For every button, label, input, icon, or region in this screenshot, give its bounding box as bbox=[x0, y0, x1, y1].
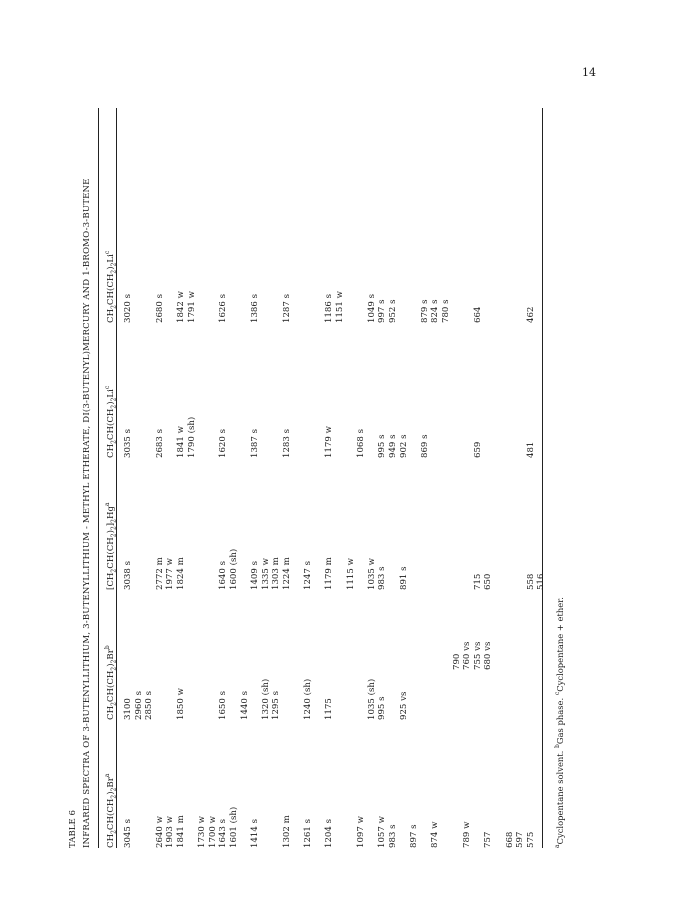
table-cell: 925 vs bbox=[398, 691, 409, 720]
table-cell: 3020 s bbox=[123, 293, 133, 323]
table-cell: 997 s bbox=[377, 299, 388, 323]
table-cell: 995 s bbox=[377, 434, 388, 458]
table-cell: 891 s bbox=[398, 566, 409, 590]
table-cell: 1115 w bbox=[345, 558, 356, 590]
table-label: TABLE 6 bbox=[68, 810, 78, 848]
table-cell: 1824 m bbox=[176, 557, 186, 590]
table-cell: 1841 w bbox=[176, 426, 186, 458]
table-cell: 668 bbox=[504, 831, 515, 848]
table-cell: 664 bbox=[472, 306, 483, 323]
table-cell: 1620 s bbox=[218, 428, 229, 458]
table-cell: 3035 s bbox=[123, 428, 133, 458]
column-header-2: $CH_2CH(CH_2)_2Br^b$ bbox=[104, 645, 118, 720]
table-cell: 1643 s bbox=[218, 818, 229, 848]
table-cell: 1790 (sh) bbox=[186, 416, 197, 458]
table-cell: 1240 (sh) bbox=[303, 678, 314, 720]
table-cell: 780 s bbox=[441, 299, 451, 323]
column-header-4: $[CH_2CH(CH_2)_2]_2Hg^a$ bbox=[104, 502, 118, 590]
table-cell: 1283 s bbox=[282, 428, 292, 458]
table-cell: 2850 s bbox=[144, 690, 155, 720]
table-cell: 1600 (sh) bbox=[229, 548, 239, 590]
table-cell: 897 s bbox=[409, 824, 420, 848]
table-cell: 3045 s bbox=[123, 818, 133, 848]
table-cell: 3100 bbox=[123, 698, 133, 720]
table-cell: 1204 s bbox=[324, 818, 335, 848]
footnote-c: Cyclopentane + ether. bbox=[554, 597, 565, 692]
table-cell: 597 bbox=[515, 831, 526, 848]
rotated-table bbox=[68, 108, 568, 848]
table-cell: 1049 s bbox=[366, 293, 377, 323]
table-cell: 1179 w bbox=[324, 426, 335, 458]
table-cell: 1850 w bbox=[176, 688, 186, 720]
table-cell: 2960 s bbox=[133, 690, 144, 720]
table-cell: 1261 s bbox=[303, 818, 314, 848]
table-cell: 2683 s bbox=[154, 428, 165, 458]
column-header-6: $CH_2CH(CH_2)_2Li^c$ bbox=[104, 250, 118, 323]
table-cell: 1151 w bbox=[335, 291, 345, 323]
table-cell: 1068 s bbox=[356, 428, 367, 458]
table-cell: 1303 m bbox=[271, 557, 282, 590]
table-cell: 1626 s bbox=[218, 293, 229, 323]
page-number: 14 bbox=[582, 66, 596, 79]
table-cell: 1903 w bbox=[165, 816, 176, 848]
table-cell: 1320 (sh) bbox=[260, 678, 271, 720]
table-cell: 659 bbox=[472, 441, 483, 458]
table-cell: 2772 m bbox=[154, 557, 165, 590]
table-cell: 983 s bbox=[377, 566, 388, 590]
table-cell: 575 bbox=[525, 831, 536, 848]
table-cell: 1730 w bbox=[197, 816, 208, 848]
table-cell: 1335 w bbox=[260, 558, 271, 590]
table-cell: 1601 (sh) bbox=[229, 806, 239, 848]
table-header-rule bbox=[116, 108, 117, 848]
table-cell: 949 s bbox=[388, 434, 398, 458]
table-footnote: $^a$Cyclopentane solvent. $^b$Gas phase. $^c$Cyclopentane + ether. bbox=[554, 597, 565, 848]
table-cell: 824 s bbox=[430, 299, 441, 323]
footnote-b: Gas phase. bbox=[554, 697, 565, 745]
table-cell: 952 s bbox=[388, 299, 398, 323]
table-cell: 1977 w bbox=[165, 558, 176, 590]
table-cell: 757 bbox=[483, 831, 494, 848]
table-cell: 1700 w bbox=[207, 816, 218, 848]
table-cell: 1440 s bbox=[239, 690, 250, 720]
footnote-a: Cyclopentane solvent. bbox=[554, 750, 565, 845]
table-cell: 1650 s bbox=[218, 690, 229, 720]
table-cell: 1791 w bbox=[186, 291, 197, 323]
table-title: INFRARED SPECTRA OF 3-BUTENYLLITHIUM, 3-BUTENYLLITHIUM - METHYL ETHERATE, DI(3-BUTENYL)MERCURY AND 1-BROMO-3-BUTENE bbox=[82, 178, 92, 848]
table-bottom-rule bbox=[542, 108, 543, 848]
table-cell: 1414 s bbox=[250, 818, 261, 848]
table-cell: 3038 s bbox=[123, 560, 133, 590]
table-cell: 869 s bbox=[419, 434, 430, 458]
table-cell: 902 s bbox=[398, 434, 409, 458]
table-cell: 1247 s bbox=[303, 560, 314, 590]
table-cell: 481 bbox=[525, 441, 536, 458]
table-cell: 879 s bbox=[419, 299, 430, 323]
table-cell: 1035 (sh) bbox=[366, 678, 377, 720]
table-cell: 983 s bbox=[388, 824, 398, 848]
table-cell: 1097 w bbox=[356, 816, 367, 848]
table-cell: 558 bbox=[525, 573, 536, 590]
table-cell: 1287 s bbox=[282, 293, 292, 323]
table-cell: 1224 m bbox=[282, 557, 292, 590]
table-cell: 1035 w bbox=[366, 558, 377, 590]
table-cell: 715 bbox=[472, 573, 483, 590]
table-cell: 1387 s bbox=[250, 428, 261, 458]
table-cell: 1175 bbox=[324, 698, 335, 720]
table-cell: 790 bbox=[451, 653, 462, 670]
table-cell: 462 bbox=[525, 306, 536, 323]
table-cell: 516 bbox=[536, 573, 547, 590]
table-cell: 1295 s bbox=[271, 690, 282, 720]
table-cell: 1057 w bbox=[377, 816, 388, 848]
table-top-rule bbox=[98, 108, 99, 848]
table-cell: 1640 s bbox=[218, 560, 229, 590]
table-cell: 1302 m bbox=[282, 815, 292, 848]
table-cell: 1179 m bbox=[324, 557, 335, 590]
table-cell: 2680 s bbox=[154, 293, 165, 323]
table-cell: 1842 w bbox=[176, 291, 186, 323]
table-cell: 680 vs bbox=[483, 641, 494, 670]
column-header-5: $CH_2CH(CH_2)_2Li^c$ bbox=[104, 385, 118, 458]
table-cell: 789 w bbox=[462, 821, 473, 848]
column-header-1: $CH_2CH(CH_2)_2Br^a$ bbox=[104, 773, 118, 848]
table-cell: 874 w bbox=[430, 821, 441, 848]
table-cell: 650 bbox=[483, 573, 494, 590]
table-cell: 1409 s bbox=[250, 560, 261, 590]
table-cell: 760 vs bbox=[462, 641, 473, 670]
table-cell: 755 vs bbox=[472, 641, 483, 670]
table-cell: 1186 s bbox=[324, 293, 335, 323]
table-cell: 2640 w bbox=[154, 816, 165, 848]
table-cell: 995 s bbox=[377, 696, 388, 720]
table-cell: 1841 m bbox=[176, 815, 186, 848]
table-cell: 1386 s bbox=[250, 293, 261, 323]
